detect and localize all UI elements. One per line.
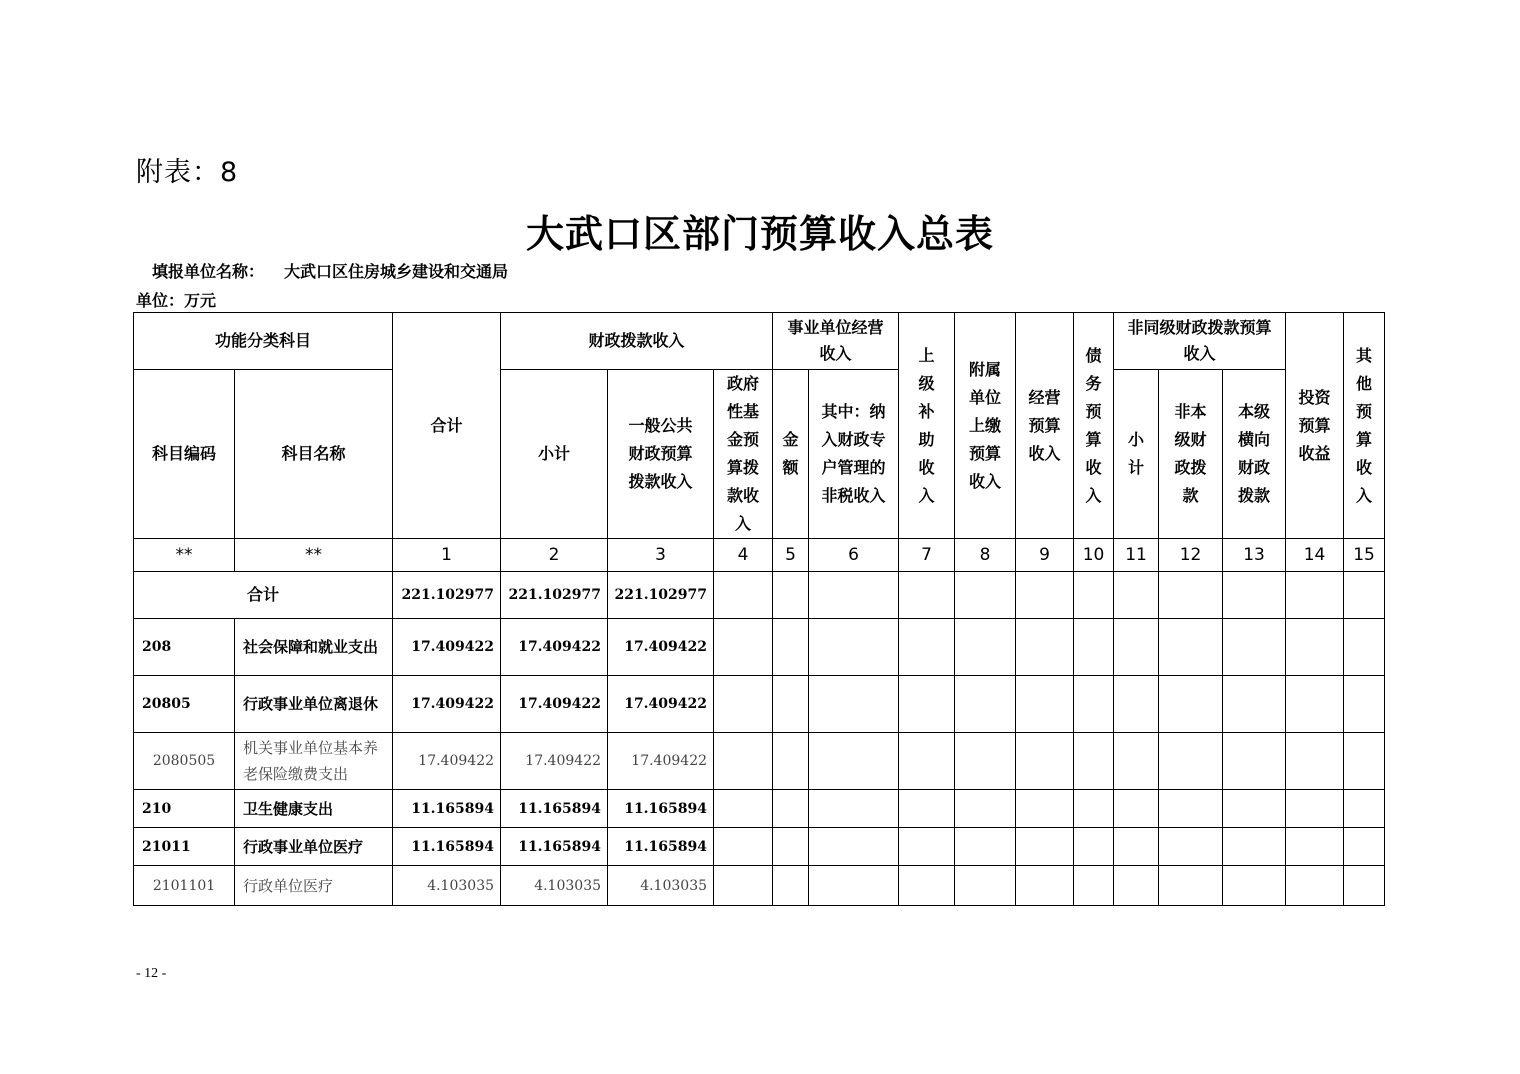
row-col2: 11.165894 (501, 790, 608, 828)
table-row (134, 828, 1385, 866)
row-col1: 4.103035 (393, 866, 501, 906)
empty-cell (714, 619, 773, 676)
index-cell: ** (235, 539, 393, 572)
empty-cell (1344, 572, 1385, 619)
empty-cell (1344, 619, 1385, 676)
empty-cell (1074, 790, 1114, 828)
empty-cell (1016, 733, 1074, 790)
empty-cell (955, 790, 1016, 828)
total-col3: 221.102977 (608, 572, 714, 619)
row-col1: 17.409422 (393, 676, 501, 733)
row-col3: 17.409422 (608, 619, 714, 676)
empty-cell (1223, 572, 1286, 619)
empty-cell (955, 733, 1016, 790)
empty-cell (899, 866, 955, 906)
index-cell: 4 (714, 539, 773, 572)
empty-cell (1016, 572, 1074, 619)
empty-cell (773, 676, 809, 733)
header-row-2 (134, 370, 1385, 539)
row-col2: 11.165894 (501, 828, 608, 866)
empty-cell (1074, 866, 1114, 906)
empty-cell (809, 866, 899, 906)
empty-cell (1016, 828, 1074, 866)
row-code: 2080505 (134, 733, 235, 790)
empty-cell (714, 572, 773, 619)
total-col1: 221.102977 (393, 572, 501, 619)
empty-cell (1016, 676, 1074, 733)
empty-cell (1286, 572, 1344, 619)
row-name: 行政事业单位医疗 (235, 828, 393, 866)
empty-cell (714, 676, 773, 733)
empty-cell (773, 733, 809, 790)
index-cell: 5 (773, 539, 809, 572)
row-col1: 17.409422 (393, 733, 501, 790)
empty-cell (899, 790, 955, 828)
header-sub2: 小计 (1114, 370, 1159, 539)
index-row (134, 539, 1385, 572)
empty-cell (1074, 619, 1114, 676)
empty-cell (1016, 619, 1074, 676)
empty-cell (955, 828, 1016, 866)
empty-cell (1074, 733, 1114, 790)
empty-cell (1114, 676, 1159, 733)
index-cell: 9 (1016, 539, 1074, 572)
reporting-unit-value: 大武口区住房城乡建设和交通局 (284, 262, 509, 281)
header-gov-fund: 政府性基金预算拨款收入 (714, 370, 773, 539)
empty-cell (809, 676, 899, 733)
header-debt: 债务预算收入 (1074, 313, 1114, 539)
empty-cell (809, 828, 899, 866)
empty-cell (1223, 828, 1286, 866)
empty-cell (809, 572, 899, 619)
empty-cell (1159, 828, 1223, 866)
row-name: 社会保障和就业支出 (235, 619, 393, 676)
empty-cell (1074, 828, 1114, 866)
index-cell: ** (134, 539, 235, 572)
header-func-class: 功能分类科目 (134, 313, 393, 370)
header-business-op: 事业单位经营收入 (773, 313, 899, 370)
budget-income-table (133, 312, 1385, 906)
empty-cell (1114, 619, 1159, 676)
table-row (134, 866, 1385, 906)
index-cell: 13 (1223, 539, 1286, 572)
index-cell: 6 (809, 539, 899, 572)
header-fiscal: 财政拨款收入 (501, 313, 773, 370)
header-non-same: 非同级财政拨款预算收入 (1114, 313, 1286, 370)
page-title: 大武口区部门预算收入总表 (525, 212, 994, 256)
empty-cell (1344, 790, 1385, 828)
empty-cell (809, 733, 899, 790)
empty-cell (899, 572, 955, 619)
index-cell: 3 (608, 539, 714, 572)
header-code: 科目编码 (134, 370, 235, 539)
empty-cell (1286, 790, 1344, 828)
header-horizontal: 本级横向财政拨款 (1223, 370, 1286, 539)
row-name: 行政单位医疗 (235, 866, 393, 906)
header-row-1 (134, 313, 1385, 370)
row-code: 20805 (134, 676, 235, 733)
empty-cell (714, 733, 773, 790)
empty-cell (773, 790, 809, 828)
table-row (134, 676, 1385, 733)
empty-cell (1286, 828, 1344, 866)
empty-cell (1344, 676, 1385, 733)
row-col1: 17.409422 (393, 619, 501, 676)
empty-cell (955, 619, 1016, 676)
page-number: - 12 - (136, 966, 167, 981)
empty-cell (773, 866, 809, 906)
empty-cell (1114, 733, 1159, 790)
empty-cell (1114, 790, 1159, 828)
empty-cell (1159, 619, 1223, 676)
row-code: 208 (134, 619, 235, 676)
empty-cell (1114, 828, 1159, 866)
empty-cell (1286, 866, 1344, 906)
empty-cell (1016, 866, 1074, 906)
empty-cell (955, 572, 1016, 619)
empty-cell (1223, 790, 1286, 828)
header-operation: 经营预算收入 (1016, 313, 1074, 539)
row-name: 机关事业单位基本养老保险缴费支出 (235, 733, 393, 790)
empty-cell (809, 790, 899, 828)
empty-cell (1114, 572, 1159, 619)
empty-cell (1159, 790, 1223, 828)
header-total: 合计 (393, 313, 501, 539)
header-other: 其他预算收入 (1344, 313, 1385, 539)
empty-cell (809, 619, 899, 676)
empty-cell (955, 866, 1016, 906)
empty-cell (1223, 733, 1286, 790)
table-row (134, 619, 1385, 676)
empty-cell (1074, 676, 1114, 733)
empty-cell (1344, 866, 1385, 906)
row-code: 2101101 (134, 866, 235, 906)
header-affiliated: 附属单位上缴预算收入 (955, 313, 1016, 539)
index-cell: 10 (1074, 539, 1114, 572)
row-col3: 17.409422 (608, 733, 714, 790)
header-non-tax: 其中：纳入财政专户管理的非税收入 (809, 370, 899, 539)
index-cell: 8 (955, 539, 1016, 572)
row-col3: 11.165894 (608, 790, 714, 828)
index-cell: 14 (1286, 539, 1344, 572)
row-col2: 17.409422 (501, 733, 608, 790)
empty-cell (1223, 619, 1286, 676)
empty-cell (714, 866, 773, 906)
empty-cell (1344, 733, 1385, 790)
total-col2: 221.102977 (501, 572, 608, 619)
empty-cell (1159, 733, 1223, 790)
index-cell: 1 (393, 539, 501, 572)
index-cell: 2 (501, 539, 608, 572)
empty-cell (1159, 676, 1223, 733)
row-col3: 11.165894 (608, 828, 714, 866)
table-row (134, 733, 1385, 790)
row-col1: 11.165894 (393, 790, 501, 828)
row-col2: 4.103035 (501, 866, 608, 906)
empty-cell (773, 572, 809, 619)
reporting-unit-label: 填报单位名称： (152, 262, 265, 281)
appendix-label: 附表：8 (136, 157, 239, 188)
empty-cell (955, 676, 1016, 733)
reporting-unit (152, 259, 508, 282)
header-name: 科目名称 (235, 370, 393, 539)
header-subtotal: 小计 (501, 370, 608, 539)
row-name: 行政事业单位离退休 (235, 676, 393, 733)
empty-cell (899, 676, 955, 733)
empty-cell (1344, 828, 1385, 866)
empty-cell (1286, 619, 1344, 676)
row-name: 卫生健康支出 (235, 790, 393, 828)
empty-cell (899, 733, 955, 790)
empty-cell (1159, 572, 1223, 619)
empty-cell (899, 828, 955, 866)
row-col1: 11.165894 (393, 828, 501, 866)
empty-cell (1286, 676, 1344, 733)
empty-cell (714, 828, 773, 866)
empty-cell (1159, 866, 1223, 906)
empty-cell (1016, 790, 1074, 828)
index-cell: 11 (1114, 539, 1159, 572)
empty-cell (773, 619, 809, 676)
row-col2: 17.409422 (501, 619, 608, 676)
empty-cell (1114, 866, 1159, 906)
table-row (134, 790, 1385, 828)
index-cell: 15 (1344, 539, 1385, 572)
header-non-local: 非本级财政拨款 (1159, 370, 1223, 539)
total-label: 合计 (134, 572, 393, 619)
currency-unit: 单位：万元 (136, 291, 217, 310)
empty-cell (1223, 866, 1286, 906)
empty-cell (1223, 676, 1286, 733)
index-cell: 12 (1159, 539, 1223, 572)
empty-cell (1286, 733, 1344, 790)
empty-cell (899, 619, 955, 676)
row-col3: 4.103035 (608, 866, 714, 906)
empty-cell (1074, 572, 1114, 619)
header-investment: 投资预算收益 (1286, 313, 1344, 539)
row-code: 21011 (134, 828, 235, 866)
row-col3: 17.409422 (608, 676, 714, 733)
header-superior: 上级补助收入 (899, 313, 955, 539)
empty-cell (714, 790, 773, 828)
empty-cell (773, 828, 809, 866)
row-col2: 17.409422 (501, 676, 608, 733)
header-amount: 金额 (773, 370, 809, 539)
row-code: 210 (134, 790, 235, 828)
header-general: 一般公共财政预算拨款收入 (608, 370, 714, 539)
total-row (134, 572, 1385, 619)
index-cell: 7 (899, 539, 955, 572)
